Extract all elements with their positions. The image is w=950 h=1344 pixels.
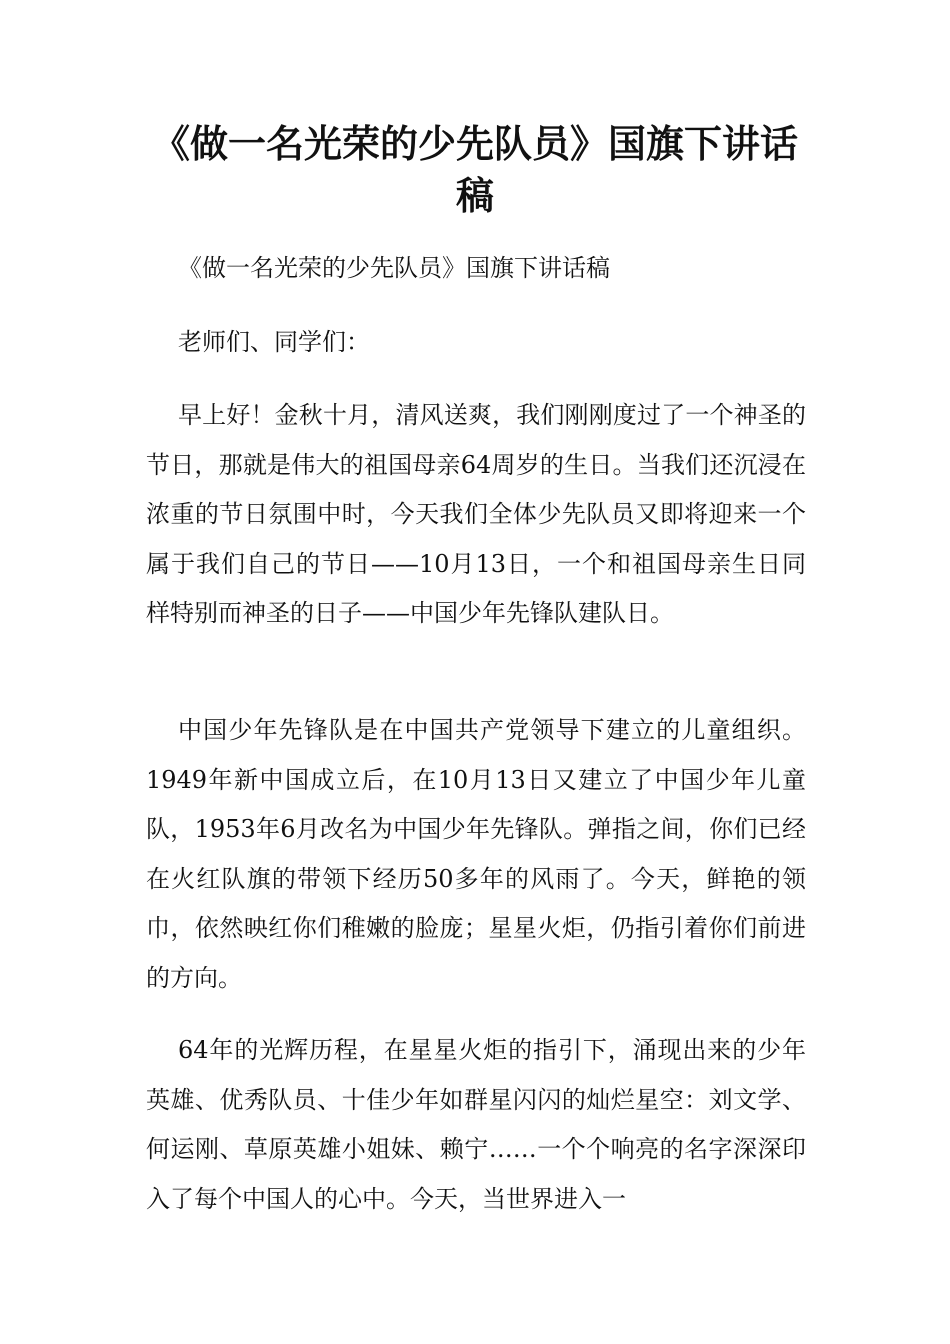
- paragraph: 64年的光辉历程，在星星火炬的指引下，涌现出来的少年英雄、优秀队员、十佳少年如群星闪闪的灿烂星空：刘文学、何运刚、草原英雄小姐妹、赖宁……一个个响亮的名字深深印入了每个中国人的心中。今天，当世界进入一: [146, 1036, 806, 1213]
- greeting: 老师们、同学们：: [178, 328, 370, 356]
- paragraph: 早上好！金秋十月，清风送爽，我们刚刚度过了一个神圣的节日，那就是伟大的祖国母亲64周岁的生日。当我们还沉浸在浓重的节日氛围中时，今天我们全体少先队员又即将迎来一个属于我们自己的节日——10月13日，一个和祖国母亲生日同样特别而神圣的日子——中国少年先锋队建队日。: [146, 401, 806, 627]
- paragraph: 中国少年先锋队是在中国共产党领导下建立的儿童组织。1949年新中国成立后，在10月13日又建立了中国少年儿童队，1953年6月改名为中国少年先锋队。弹指之间，你们已经在火红队旗的带领下经历50多年的风雨了。今天，鲜艳的领巾，依然映红你们稚嫩的脸庞；星星火炬，仍指引着你们前进的方向。: [146, 716, 806, 992]
- document-title: 《做一名光荣的少先队员》国旗下讲话稿: [151, 122, 798, 218]
- document-subtitle: 《做一名光荣的少先队员》国旗下讲话稿: [178, 254, 610, 282]
